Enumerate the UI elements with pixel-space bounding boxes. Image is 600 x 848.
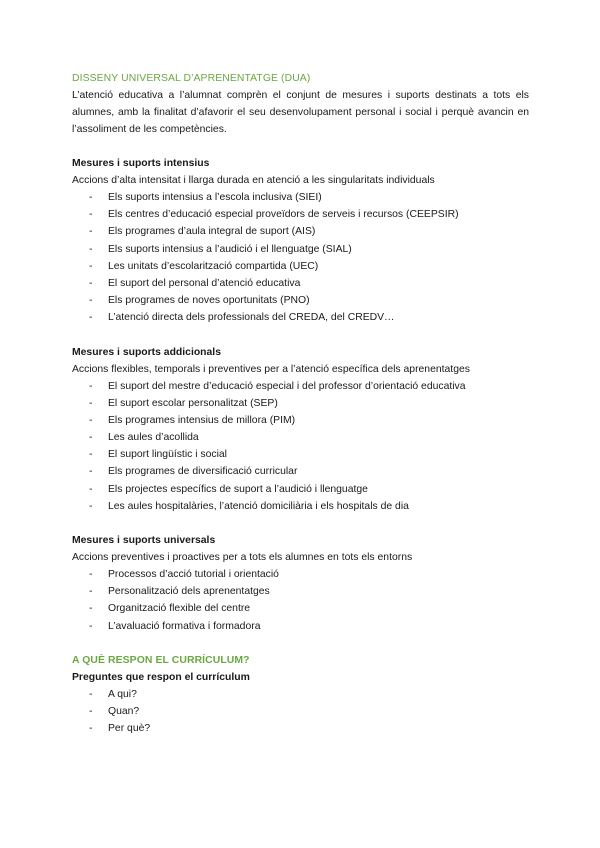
- list-item-text: Organització flexible del centre: [108, 603, 251, 615]
- list-item: [72, 720, 529, 737]
- list-item-text: El suport lingüístic i social: [108, 449, 227, 461]
- list-item-text: Les aules hospitalàries, l’atenció domiciliària i els hospitals de dia: [108, 500, 409, 512]
- dash-bullet: -: [89, 414, 93, 426]
- list-item-text: Els programes de noves oportunitats (PNO): [108, 295, 310, 307]
- list-item-text: Les aules d’acollida: [108, 432, 199, 444]
- dash-bullet: -: [89, 569, 93, 580]
- dash-bullet: -: [89, 688, 93, 700]
- curriculum-heading: Preguntes que respon el currículum: [72, 671, 250, 683]
- list-item: [72, 189, 529, 206]
- list-item: [72, 395, 529, 412]
- list-item-text: El suport escolar personalitzat (SEP): [108, 397, 278, 409]
- dash-bullet: -: [89, 260, 93, 272]
- dua-title: DISSENY UNIVERSAL D’APRENENTATGE (DUA): [72, 73, 311, 84]
- list-item-text: Els projectes específics de suport a l’audició i llenguatge: [108, 483, 368, 495]
- list-item-text: Quan?: [108, 705, 140, 717]
- list-item: [72, 600, 529, 617]
- universals-heading: Mesures i suports universals: [72, 535, 216, 546]
- dua-intro-paragraph: L’atenció educativa a l’alumnat comprèn el conjunt de mesures i suports destinats a tots els alumnes, amb la finalitat d’afavorir el seu desenvolupament personal i social i perquè avancin en l’assoliment de les competències.: [72, 90, 529, 135]
- dash-bullet: -: [89, 500, 93, 512]
- list-item-text: L’atenció directa dels professionals del CREDA, del CREDV…: [108, 312, 395, 324]
- list-item: [72, 241, 529, 258]
- dash-bullet: -: [89, 243, 93, 255]
- dash-bullet: -: [89, 723, 93, 735]
- list-item-text: Els centres d’educació especial proveïdors de serveis i recursos (CEEPSIR): [108, 209, 459, 221]
- dash-bullet: -: [89, 432, 93, 444]
- addicionals-list: [72, 378, 529, 515]
- list-item-text: L’avaluació formativa i formadora: [108, 620, 261, 632]
- dash-bullet: -: [89, 312, 93, 324]
- curriculum-list: [72, 686, 529, 737]
- intensius-heading: Mesures i suports intensius: [72, 158, 210, 169]
- list-item: [72, 463, 529, 480]
- universals-description: Accions preventives i proactives per a tots els alumnes en tots els entorns: [72, 552, 413, 563]
- dash-bullet: -: [89, 586, 93, 598]
- dash-bullet: -: [89, 603, 93, 615]
- list-item: [72, 378, 529, 395]
- dash-bullet: -: [89, 449, 93, 461]
- list-item: [72, 481, 529, 498]
- list-item: [72, 309, 529, 326]
- universals-list: [72, 566, 529, 635]
- dash-bullet: -: [89, 483, 93, 495]
- list-item: [72, 618, 529, 635]
- spacer: [72, 138, 529, 155]
- list-item: [72, 686, 529, 703]
- intensius-list: [72, 189, 529, 326]
- list-item: [72, 498, 529, 515]
- spacer: [72, 635, 529, 652]
- dash-bullet: -: [89, 192, 93, 203]
- list-item: [72, 223, 529, 240]
- dash-bullet: -: [89, 226, 93, 238]
- dash-bullet: -: [89, 209, 93, 221]
- list-item: [72, 412, 529, 429]
- list-item-text: El suport del mestre d’educació especial i del professor d’orientació educativa: [108, 380, 466, 392]
- list-item: [72, 429, 529, 446]
- list-item-text: Els programes intensius de millora (PIM): [108, 414, 296, 426]
- intensius-description: Accions d’alta intensitat i llarga durada en atenció a les singularitats individuals: [72, 175, 435, 186]
- dash-bullet: -: [89, 277, 93, 289]
- list-item-text: Els suports intensius a l’escola inclusiva (SIEI): [108, 192, 322, 203]
- dash-bullet: -: [89, 705, 93, 717]
- list-item: [72, 206, 529, 223]
- list-item-text: Els programes d’aula integral de suport (AIS): [108, 226, 316, 238]
- list-item-text: A qui?: [108, 688, 137, 700]
- dash-bullet: -: [89, 466, 93, 478]
- list-item-text: Processos d’acció tutorial i orientació: [108, 569, 279, 580]
- list-item: [72, 258, 529, 275]
- curriculum-title: A QUÈ RESPON EL CURRÍCULUM?: [72, 654, 250, 666]
- list-item: [72, 566, 529, 583]
- list-item-text: Les unitats d’escolarització compartida (UEC): [108, 260, 319, 272]
- dash-bullet: -: [89, 380, 93, 392]
- document-page: [72, 70, 529, 737]
- addicionals-description: Accions flexibles, temporals i preventives per a l’atenció específica dels aprenentatges: [72, 363, 470, 375]
- dash-bullet: -: [89, 295, 93, 307]
- spacer: [72, 515, 529, 532]
- dash-bullet: -: [89, 620, 93, 632]
- list-item: [72, 275, 529, 292]
- list-item-text: Personalització dels aprenentatges: [108, 586, 270, 598]
- list-item-text: El suport del personal d’atenció educativa: [108, 277, 301, 289]
- spacer: [72, 327, 529, 344]
- list-item-text: Per què?: [108, 723, 151, 735]
- list-item: [72, 703, 529, 720]
- list-item: [72, 583, 529, 600]
- addicionals-heading: Mesures i suports addicionals: [72, 346, 221, 358]
- list-item-text: Els suports intensius a l’audició i el llenguatge (SIAL): [108, 243, 352, 255]
- list-item-text: Els programes de diversificació curricular: [108, 466, 298, 478]
- list-item: [72, 446, 529, 463]
- list-item: [72, 292, 529, 309]
- dash-bullet: -: [89, 397, 93, 409]
